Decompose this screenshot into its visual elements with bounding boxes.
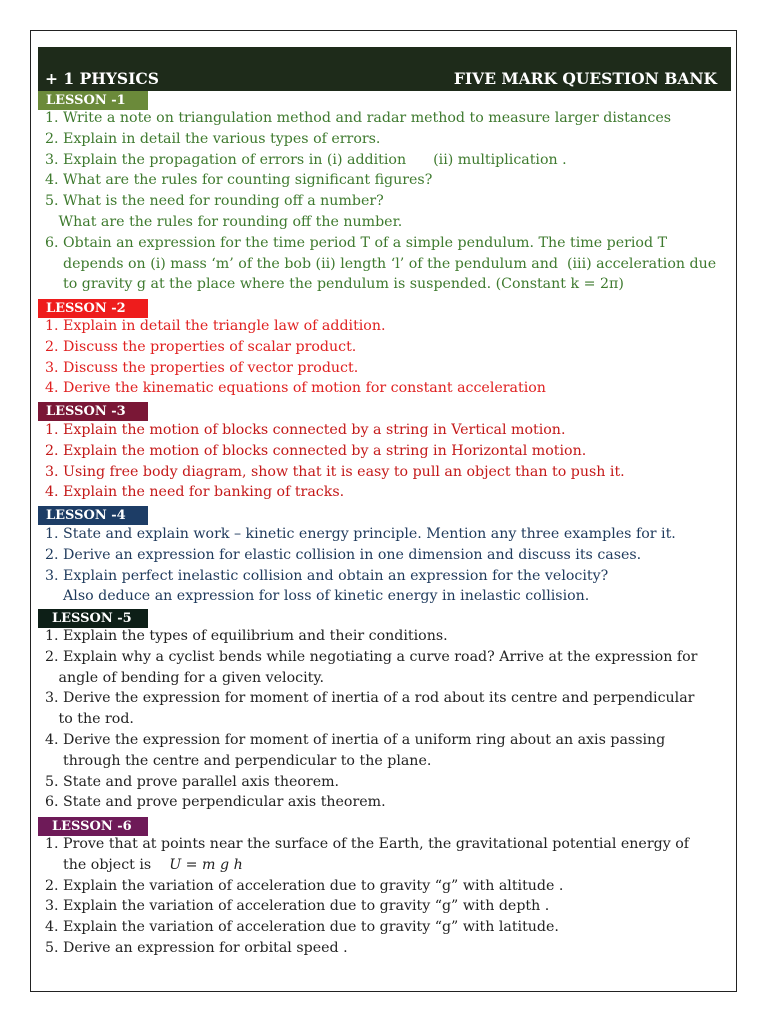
lesson-3-question-line: 4. Explain the need for banking of tracks. (45, 484, 345, 501)
page-header (38, 47, 731, 91)
lesson-6-question-line: 4. Explain the variation of acceleration due to gravity “g” with latitude. (45, 919, 559, 936)
lesson-5-question-line: 2. Explain why a cyclist bends while negotiating a curve road? Arrive at the expression for (45, 648, 698, 665)
lesson-6-question-line: 1. Prove that at points near the surface of the Earth, the gravitational potential energy of (45, 836, 690, 852)
subject-title: + 1 PHYSICS (45, 69, 159, 88)
lesson-2-question-line: 3. Discuss the properties of vector product. (45, 359, 359, 376)
lesson-1-question-line: 6. Obtain an expression for the time period T of a simple pendulum. The time period T (45, 234, 668, 251)
lesson-3-question-line: 1. Explain the motion of blocks connected by a string in Vertical motion. (45, 422, 566, 438)
lesson-6-question-line: 2. Explain the variation of acceleration due to gravity “g” with altitude . (45, 877, 564, 894)
lesson-1-question-line: 1. Write a note on triangulation method and radar method to measure larger distances (45, 110, 672, 126)
lesson-4-question-line: 2. Derive an expression for elastic collision in one dimension and discuss its cases. (45, 546, 642, 563)
lesson-1-question-line: 5. What is the need for rounding off a number? (45, 193, 384, 210)
lesson-5-question-line: 3. Derive the expression for moment of inertia of a rod about its centre and perpendicular (45, 690, 695, 707)
lesson-6-question-line: 3. Explain the variation of acceleration due to gravity “g” with depth . (45, 898, 550, 915)
lesson-1-question-line: 3. Explain the propagation of errors in (i) addition (ii) multiplication . (45, 151, 567, 168)
lesson-3-question-line: 2. Explain the motion of blocks connected by a string in Horizontal motion. (45, 442, 587, 459)
lesson-5-question-line: 6. State and prove perpendicular axis theorem. (45, 794, 386, 811)
lesson-3-label: LESSON -3 (38, 402, 148, 421)
lesson-4-question-line: 3. Explain perfect inelastic collision and obtain an expression for the velocity? (45, 567, 609, 584)
lesson-1-question-line: 4. What are the rules for counting significant figures? (45, 172, 433, 189)
lesson-2-question-line: 2. Discuss the properties of scalar product. (45, 338, 357, 355)
lesson-5-question-line: 1. Explain the types of equilibrium and their conditions. (45, 628, 448, 644)
lesson-1-label: LESSON -1 (38, 91, 148, 110)
lesson-6-question-line: 5. Derive an expression for orbital speed . (45, 940, 348, 956)
lesson-5-question-line: angle of bending for a given velocity. (45, 669, 324, 686)
lesson-6-label: LESSON -6 (38, 817, 148, 836)
lesson-5-question-line: through the centre and perpendicular to the plane. (45, 752, 432, 769)
lesson-5-question-line: 4. Derive the expression for moment of inertia of a uniform ring about an axis passing (45, 732, 666, 748)
lesson-1-question-line: to gravity g at the place where the pendulum is suspended. (Constant k = 2π) (45, 276, 624, 293)
potential-energy-equation: U = m g h (169, 856, 243, 873)
lesson-6-question-line: the object is U = m g h (45, 856, 243, 873)
lesson-2-question-line: 1. Explain in detail the triangle law of addition. (45, 318, 386, 334)
lesson-2-question-line: 4. Derive the kinematic equations of motion for constant acceleration (45, 380, 546, 397)
lesson-4-question-line: 1. State and explain work – kinetic energy principle. Mention any three examples for it. (45, 526, 676, 542)
document-title: FIVE MARK QUESTION BANK (453, 69, 717, 88)
lesson-1-question-line: What are the rules for rounding off the number. (45, 214, 403, 230)
lesson-5-question-line: 5. State and prove parallel axis theorem. (45, 773, 340, 790)
lesson-3-question-line: 3. Using free body diagram, show that it is easy to pull an object than to push it. (45, 463, 625, 480)
lesson-1-question-line: 2. Explain in detail the various types of errors. (45, 130, 381, 147)
lesson-4-label: LESSON -4 (38, 506, 148, 525)
lesson-4-question-line: Also deduce an expression for loss of kinetic energy in inelastic collision. (45, 588, 590, 605)
lesson-5-question-line: to the rod. (45, 711, 134, 728)
lesson-1-question-line: depends on (i) mass ‘m’ of the bob (ii) length ‘l’ of the pendulum and (iii) acceleration due (45, 255, 717, 272)
lesson-2-label: LESSON -2 (38, 299, 148, 318)
lesson-5-label: LESSON -5 (38, 609, 148, 628)
